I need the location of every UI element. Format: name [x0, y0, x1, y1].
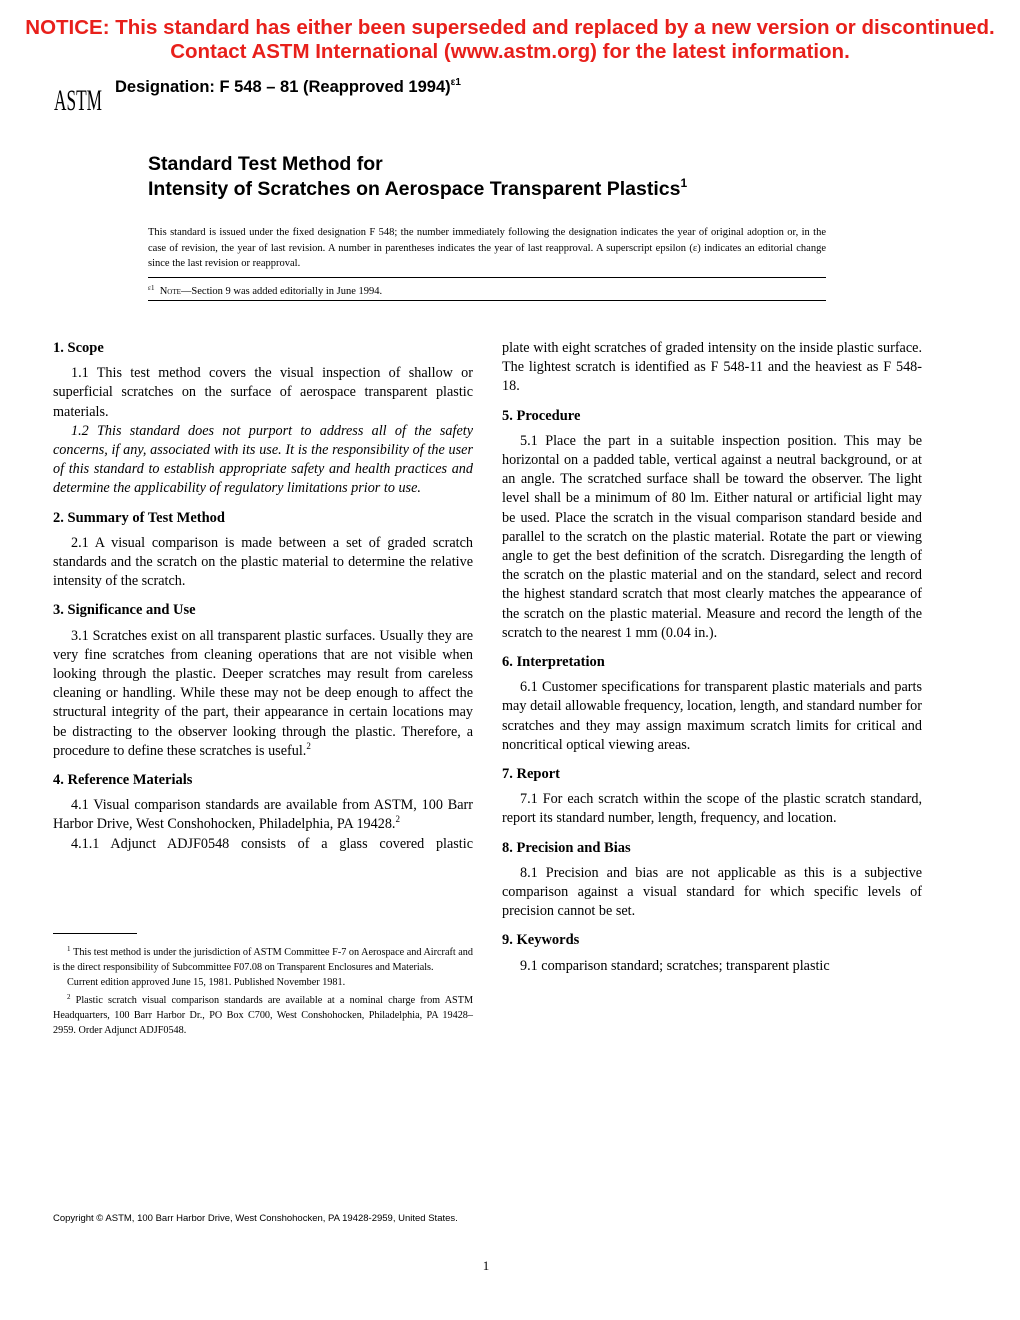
- paragraph-4-1: [53, 796, 473, 834]
- note-marker: ε1: [148, 284, 155, 292]
- paragraph-3-1-text: 3.1 Scratches exist on all transparent plastic surfaces. Usually they are very fine scratches from cleaning operations that are not visible when looking through the plastic. Deeper scratches may result from careless cleaning or handling. While these may not be deep enough to affect the structural integrity of the part, their appearance in certain locations may be distracting to the observer looking through the plastic. Therefore, a procedure to define these scratches is useful.: [53, 627, 473, 759]
- astm-logo-text: ASTM: [54, 84, 102, 117]
- section-heading-precision: 8. Precision and Bias: [502, 839, 631, 856]
- section-heading-report: 7. Report: [502, 766, 560, 783]
- copyright: Copyright © ASTM, 100 Barr Harbor Drive, West Conshohocken, PA 19428-2959, United States.: [53, 1213, 458, 1224]
- footnote-ref-2b: 2: [395, 814, 400, 825]
- paragraph-4-1-text: 4.1 Visual comparison standards are available from ASTM, 100 Barr Harbor Drive, West Conshohocken, Philadelphia, PA 19428.: [53, 797, 473, 833]
- designation: [115, 77, 461, 97]
- footnote-2-marker: 2: [67, 993, 71, 1001]
- right-column: [502, 339, 922, 976]
- footnote-1-edition: Current edition approved June 15, 1981. Published November 1981.: [67, 977, 346, 988]
- title-text: Intensity of Scratches on Aerospace Transparent Plastics: [148, 178, 681, 200]
- paragraph-5-1: 5.1 Place the part in a suitable inspection position. This may be horizontal on a padded table, vertical against a neutral background, or at an angle. The scratched surface shall be toward the observer. The light level shall be a minimum of 80 lm. Either natural or artificial light may be used. Place the scratch in the visual comparison standard beside and parallel to the scratch on the plastic material. Rotate the part or viewing angle to get the best definition of the scratch. Disregarding the length of the scratch on the plastic material and on the standard, select and record the highest standard scratch that most clearly matches the appearance of the scratch on the plastic material. Measure and record the length of the scratch to the nearest 1 mm (0.04 in.).: [502, 432, 922, 641]
- footnote-divider: [53, 933, 137, 934]
- section-heading-significance: 3. Significance and Use: [53, 602, 196, 619]
- notice-line-2: Contact ASTM International (www.astm.org) for the latest information.: [170, 40, 850, 63]
- section-heading-reference: 4. Reference Materials: [53, 772, 193, 789]
- title-line-2: [148, 176, 687, 201]
- paragraph-1-2: 1.2 This standard does not purport to address all of the safety concerns, if any, associated with its use. It is the responsibility of the user of this standard to establish appropriate safety and health practices and determine the applicability of regulatory limitations prior to use.: [53, 422, 473, 497]
- paragraph-1-1: 1.1 This test method covers the visual inspection of shallow or superficial scratches on the surface of aerospace transparent plastic materials.: [53, 365, 473, 420]
- paragraph-7-1: 7.1 For each scratch within the scope of the plastic scratch standard, report its standard number, length, frequency, and location.: [502, 791, 922, 827]
- section-heading-keywords: 9. Keywords: [502, 932, 580, 949]
- note-text: —Section 9 was added editorially in June 1994.: [180, 286, 383, 297]
- section-heading-procedure: 5. Procedure: [502, 407, 581, 424]
- page-number: 1: [482, 1258, 490, 1273]
- paragraph-3-1: [53, 627, 473, 761]
- issued-statement: This standard is issued under the fixed designation F 548; the number immediately following the designation indicates the year of original adoption or, in the case of revision, the year of last revision. A number in parentheses indicates the year of last reapproval. A superscript epsilon (ε) indicates an editorial change since the last revision or reapproval.: [148, 227, 826, 269]
- editorial-note: [148, 284, 382, 297]
- title-footnote-ref: 1: [680, 176, 688, 190]
- divider-bottom: [148, 300, 826, 301]
- paragraph-8-1: 8.1 Precision and bias are not applicable as this is a subjective comparison against a visual standard for which specific levels of precision cannot be set.: [502, 864, 922, 920]
- divider-top: [148, 277, 826, 278]
- title-line-1: Standard Test Method for: [148, 153, 383, 175]
- section-heading-interpretation: 6. Interpretation: [502, 654, 605, 671]
- paragraph-6-1: 6.1 Customer specifications for transparent plastic materials and parts may detail allowable frequency, location, length, and standard number for scratches and they may assign maximum scratch limits for critical and noncritical optical viewing areas.: [502, 679, 922, 753]
- paragraph-2-1: 2.1 A visual comparison is made between a set of graded scratch standards and the scratch on the plastic material to determine the relative intensity of the scratch.: [53, 534, 473, 590]
- footnote-2-text: Plastic scratch visual comparison standards are available at a nominal charge from ASTM Headquarters, 100 Barr Harbor Dr., PO Box C700, West Conshohocken, Philadelphia, PA 19428–2959. Order Adjunct ADJF0548.: [53, 995, 473, 1036]
- section-heading-scope: 1. Scope: [53, 340, 104, 356]
- footnote-ref-2: 2: [306, 740, 311, 751]
- paragraph-4-1-1-start: 4.1.1 Adjunct ADJF0548 consists of a glass covered plastic: [71, 835, 473, 852]
- note-label: Note: [159, 286, 181, 297]
- footnote-2: [53, 990, 473, 1038]
- footnotes: [53, 942, 473, 1038]
- designation-epsilon: ε1: [450, 77, 461, 88]
- paragraph-4-1-1-cont: plate with eight scratches of graded intensity on the inside plastic surface. The lightest scratch is identified as F 548-11 and the heaviest as F 548-18.: [502, 340, 922, 395]
- left-column: [53, 339, 473, 854]
- astm-logo: [53, 80, 103, 118]
- designation-text: Designation: F 548 – 81 (Reapproved 1994): [115, 78, 451, 96]
- footnote-1: [53, 942, 473, 975]
- footnote-1-marker: 1: [67, 945, 71, 953]
- section-heading-summary: 2. Summary of Test Method: [53, 509, 225, 526]
- footnote-1-text: This test method is under the jurisdiction of ASTM Committee F-7 on Aerospace and Aircraft and is the direct responsibility of Subcommittee F07.08 on Transparent Enclosures and Materials.: [53, 947, 473, 973]
- notice-line-1: NOTICE: This standard has either been superseded and replaced by a new version or discontinued.: [25, 16, 995, 39]
- paragraph-9-1: 9.1 comparison standard; scratches; transparent plastic: [520, 957, 830, 974]
- notice-banner: [0, 16, 1020, 64]
